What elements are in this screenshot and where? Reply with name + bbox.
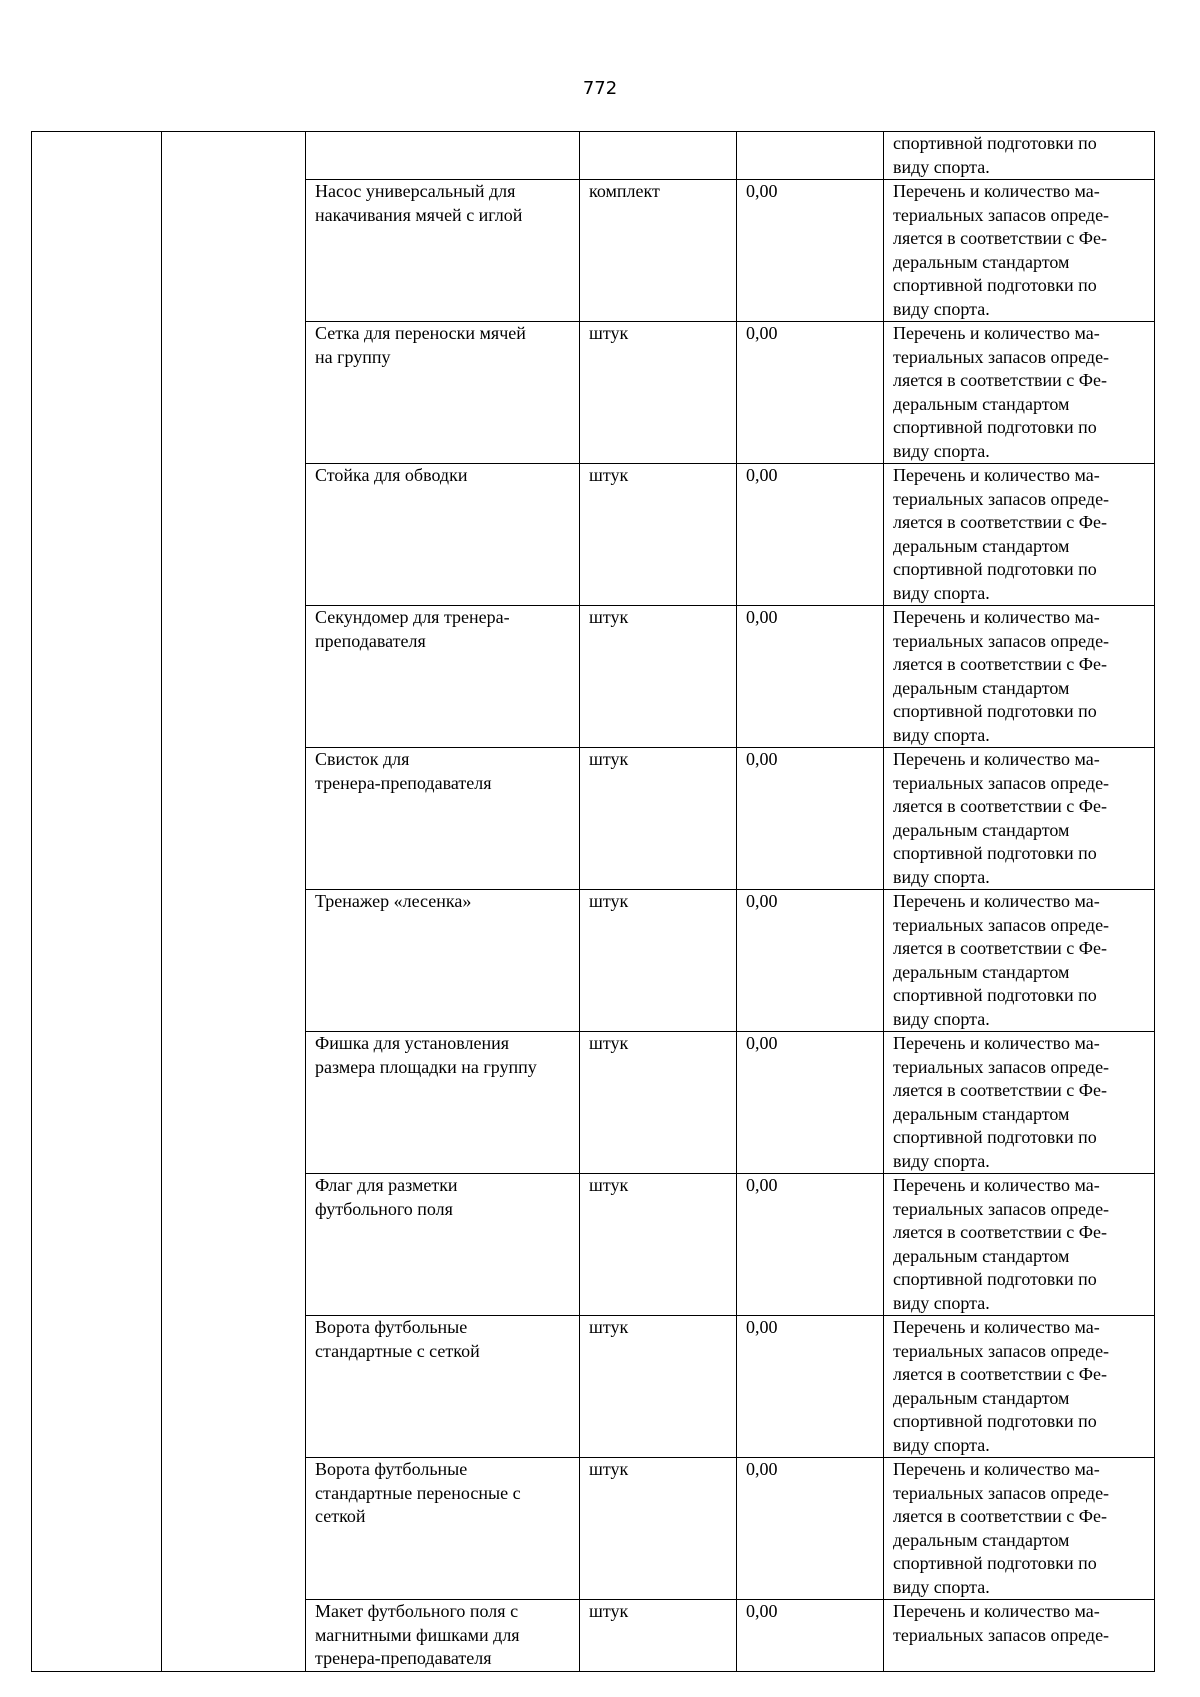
item-unit: штук (589, 891, 629, 911)
item-unit: комплект (589, 181, 660, 201)
cell-note (884, 464, 1155, 606)
item-note: Перечень и количество ма- териальных запасов опреде- ляется в соответствии с Фе- деральным стандартом спортивной подготовки по виду спорта. (893, 891, 1110, 1029)
item-unit: штук (589, 465, 629, 485)
item-qty: 0,00 (746, 1175, 778, 1195)
cell-qty (737, 1032, 884, 1174)
item-name: Стойка для обводки (315, 465, 468, 485)
item-note: Перечень и количество ма- териальных запасов опреде- ляется в соответствии с Фе- деральным стандартом спортивной подготовки по виду спорта. (893, 181, 1110, 319)
cell-qty (737, 606, 884, 748)
cell-note (884, 606, 1155, 748)
cell-note (884, 1458, 1155, 1600)
item-qty: 0,00 (746, 607, 778, 627)
merged-cell-col-2 (162, 132, 306, 1672)
item-unit: штук (589, 323, 629, 343)
cell-name (306, 132, 580, 180)
cell-unit (580, 1174, 737, 1316)
cell-qty (737, 180, 884, 322)
cell-note (884, 890, 1155, 1032)
table-row-continued (32, 132, 1155, 180)
item-qty: 0,00 (746, 1317, 778, 1337)
equipment-table (31, 131, 1155, 1672)
cell-name (306, 606, 580, 748)
cell-note (884, 322, 1155, 464)
item-unit: штук (589, 1033, 629, 1053)
cell-name (306, 1600, 580, 1672)
item-name: Насос универсальный для накачивания мячей с иглой (315, 181, 523, 225)
equipment-table-body (32, 132, 1155, 1672)
cell-qty (737, 132, 884, 180)
item-name: Ворота футбольные стандартные с сеткой (315, 1317, 480, 1361)
cell-unit (580, 322, 737, 464)
cell-unit (580, 1600, 737, 1672)
cell-name (306, 890, 580, 1032)
item-qty: 0,00 (746, 749, 778, 769)
cell-unit (580, 464, 737, 606)
item-qty: 0,00 (746, 891, 778, 911)
cell-unit (580, 1316, 737, 1458)
note-text: спортивной подготовки по виду спорта. (893, 133, 1097, 177)
cell-name (306, 464, 580, 606)
cell-note (884, 1174, 1155, 1316)
item-name: Ворота футбольные стандартные переносные с сеткой (315, 1459, 521, 1526)
item-qty: 0,00 (746, 323, 778, 343)
item-name: Секундомер для тренера- преподавателя (315, 607, 510, 651)
cell-note (884, 132, 1155, 180)
cell-qty (737, 322, 884, 464)
item-unit: штук (589, 1175, 629, 1195)
item-qty: 0,00 (746, 1033, 778, 1053)
cell-name (306, 1032, 580, 1174)
item-name: Тренажер «лесенка» (315, 891, 472, 911)
merged-cell-col-1 (32, 132, 162, 1672)
cell-unit (580, 1032, 737, 1174)
cell-name (306, 1174, 580, 1316)
item-unit: штук (589, 607, 629, 627)
item-unit: штук (589, 1459, 629, 1479)
cell-note (884, 748, 1155, 890)
cell-name (306, 322, 580, 464)
cell-unit (580, 748, 737, 890)
cell-unit (580, 1458, 737, 1600)
cell-name (306, 180, 580, 322)
item-name: Макет футбольного поля с магнитными фишками для тренера-преподавателя (315, 1601, 520, 1668)
cell-qty (737, 464, 884, 606)
cell-name (306, 1458, 580, 1600)
item-note: Перечень и количество ма- териальных запасов опреде- ляется в соответствии с Фе- деральным стандартом спортивной подготовки по виду спорта. (893, 1033, 1110, 1171)
cell-note (884, 1600, 1155, 1672)
item-note: Перечень и количество ма- териальных запасов опреде- ляется в соответствии с Фе- деральным стандартом спортивной подготовки по виду спорта. (893, 1459, 1110, 1597)
item-name: Сетка для переноски мячей на группу (315, 323, 526, 367)
item-qty: 0,00 (746, 1459, 778, 1479)
cell-name (306, 748, 580, 890)
item-qty: 0,00 (746, 1601, 778, 1621)
cell-note (884, 1316, 1155, 1458)
cell-qty (737, 1316, 884, 1458)
item-note: Перечень и количество ма- териальных запасов опреде- ляется в соответствии с Фе- деральным стандартом спортивной подготовки по виду спорта. (893, 749, 1110, 887)
item-name: Свисток для тренера-преподавателя (315, 749, 492, 793)
item-unit: штук (589, 1601, 629, 1621)
item-unit: штук (589, 749, 629, 769)
item-note: Перечень и количество ма- териальных запасов опреде- (893, 1601, 1110, 1645)
cell-qty (737, 1600, 884, 1672)
item-qty: 0,00 (746, 181, 778, 201)
item-unit: штук (589, 1317, 629, 1337)
item-note: Перечень и количество ма- териальных запасов опреде- ляется в соответствии с Фе- деральным стандартом спортивной подготовки по виду спорта. (893, 1175, 1110, 1313)
item-note: Перечень и количество ма- териальных запасов опреде- ляется в соответствии с Фе- деральным стандартом спортивной подготовки по виду спорта. (893, 465, 1110, 603)
cell-unit (580, 606, 737, 748)
cell-note (884, 180, 1155, 322)
item-qty: 0,00 (746, 465, 778, 485)
cell-qty (737, 1458, 884, 1600)
item-note: Перечень и количество ма- териальных запасов опреде- ляется в соответствии с Фе- деральным стандартом спортивной подготовки по виду спорта. (893, 1317, 1110, 1455)
cell-unit (580, 890, 737, 1032)
cell-unit (580, 132, 737, 180)
item-note: Перечень и количество ма- териальных запасов опреде- ляется в соответствии с Фе- деральным стандартом спортивной подготовки по виду спорта. (893, 323, 1110, 461)
page-number: 772 (582, 78, 618, 99)
item-note: Перечень и количество ма- териальных запасов опреде- ляется в соответствии с Фе- деральным стандартом спортивной подготовки по виду спорта. (893, 607, 1110, 745)
cell-unit (580, 180, 737, 322)
cell-qty (737, 1174, 884, 1316)
item-name: Фишка для установления размера площадки на группу (315, 1033, 537, 1077)
cell-name (306, 1316, 580, 1458)
cell-note (884, 1032, 1155, 1174)
cell-qty (737, 890, 884, 1032)
cell-qty (737, 748, 884, 890)
item-name: Флаг для разметки футбольного поля (315, 1175, 458, 1219)
